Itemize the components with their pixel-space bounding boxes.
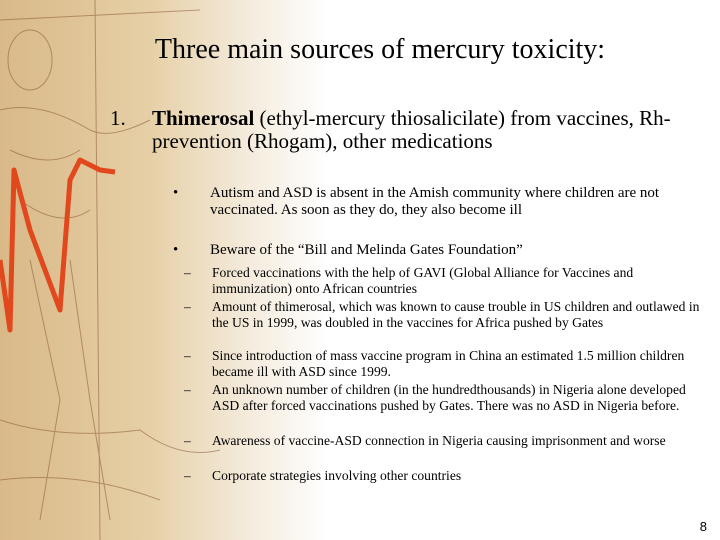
dash-marker: – <box>184 265 191 280</box>
sub-item: Awareness of vaccine-ASD connection in Nigeria causing imprisonment and worse <box>212 433 666 448</box>
bullet-marker: • <box>173 185 179 201</box>
sub-item: Corporate strategies involving other countries <box>212 468 462 483</box>
bullet-item: Autism and ASD is absent in the Amish community where children are not vaccinated. As soon as they do, they also become ill <box>210 185 660 218</box>
sub-item: Since introduction of mass vaccine program in China an estimated 1.5 million children became ill with ASD since 1999. <box>212 348 685 379</box>
bullet-marker: • <box>173 242 179 258</box>
sub-item: Forced vaccinations with the help of GAVI (Global Alliance for Vaccines and immunization) onto African countries <box>212 265 634 296</box>
dash-marker: – <box>184 299 191 314</box>
list-item-thimerosal <box>152 107 712 153</box>
dash-marker: – <box>184 468 191 483</box>
list-number: 1. <box>110 106 126 130</box>
item-text: (ethyl-mercury thiosalicilate) from vaccines, Rh-prevention (Rhogam), other medications <box>152 106 671 153</box>
dash-marker: – <box>184 348 191 363</box>
page-number: 8 <box>699 519 707 534</box>
slide-title: Three main sources of mercury toxicity: <box>154 34 606 65</box>
dash-marker: – <box>184 382 191 397</box>
dash-marker: – <box>184 433 191 448</box>
sub-item: Amount of thimerosal, which was known to cause trouble in US children and outlawed in the US in 1999, was doubled in the vaccines for Africa pushed by Gates <box>212 299 700 330</box>
bullet-item: Beware of the “Bill and Melinda Gates Foundation” <box>210 242 523 258</box>
item-bold-term: Thimerosal <box>152 106 255 130</box>
sub-item: An unknown number of children (in the hundredthousands) in Nigeria alone developed ASD after forced vaccinations pushed by Gates. There was no ASD in Nigeria before. <box>212 382 686 413</box>
